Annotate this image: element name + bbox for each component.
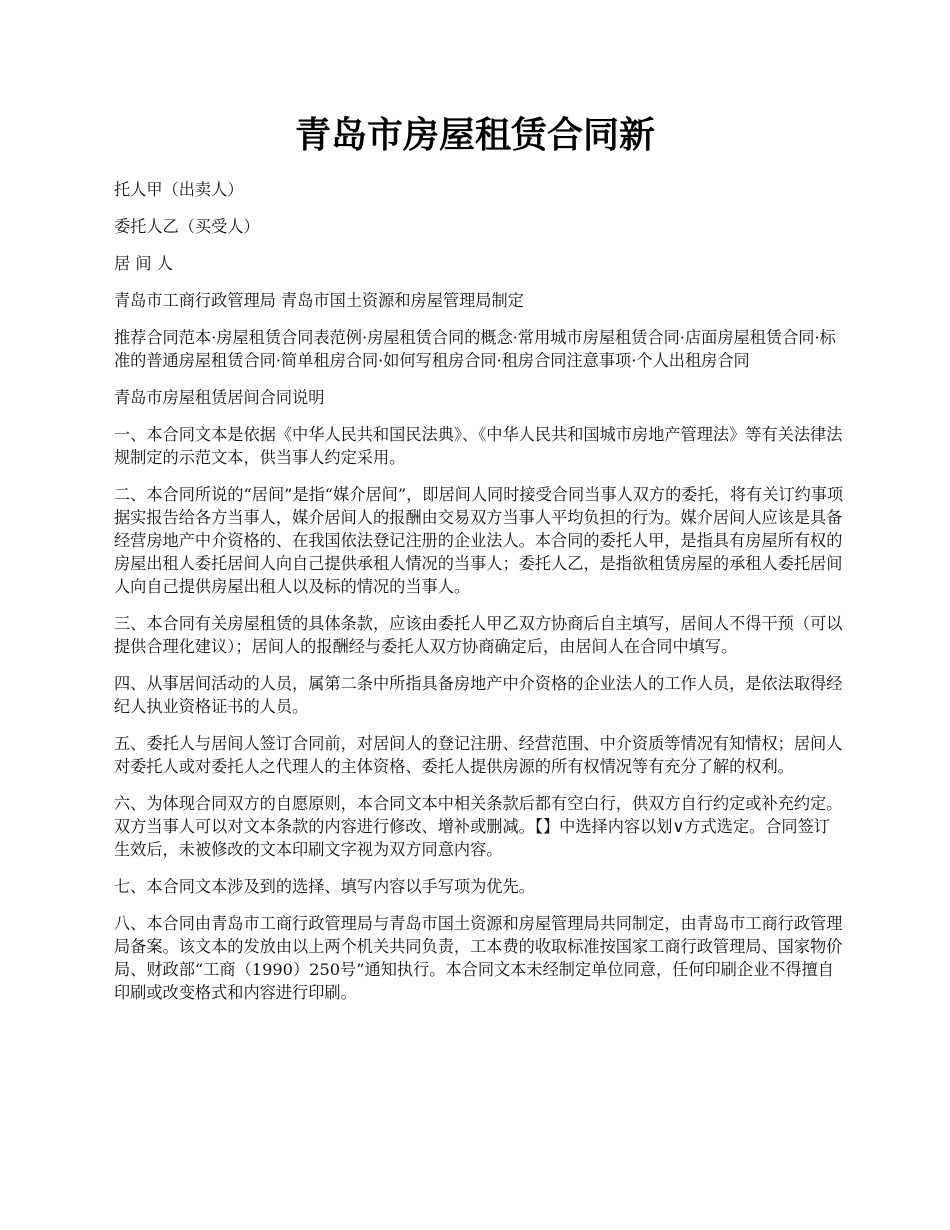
paragraph-clause-5: 五、委托人与居间人签订合同前，对居间人的登记注册、经营范围、中介资质等情况有知情权；居间人对委托人或对委托人之代理人的主体资格、委托人提供房源的所有权情况等有充分了解的权利。 xyxy=(114,734,843,776)
paragraph-clause-4: 四、从事居间活动的人员，属第二条中所指具备房地产中介资格的企业法人的工作人员，是依法取得经纪人执业资格证书的人员。 xyxy=(114,674,843,716)
paragraph-client-b: 委托人乙（买受人） xyxy=(114,217,260,236)
paragraph-section-heading: 青岛市房屋租赁居间合同说明 xyxy=(114,388,325,407)
paragraph-clause-7: 七、本合同文本涉及到的选择、填写内容以手写项为优先。 xyxy=(114,877,535,896)
paragraph-recommended-templates: 推荐合同范本·房屋租赁合同表范例·房屋租赁合同的概念·常用城市房屋租赁合同·店面房屋租赁合同·标准的普通房屋租赁合同·简单租房合同·如何写租房合同·租房合同注意事项·个人出租房合同 xyxy=(114,328,836,370)
paragraph-issuers: 青岛市工商行政管理局 青岛市国土资源和房屋管理局制定 xyxy=(114,291,524,310)
paragraph-clause-3: 三、本合同有关房屋租赁的具体条款，应该由委托人甲乙双方协商后自主填写，居间人不得干预（可以提供合理化建议）；居间人的报酬经与委托人双方协商确定后，由居间人在合同中填写。 xyxy=(114,614,843,656)
paragraph-clause-6: 六、为体现合同双方的自愿原则，本合同文本中相关条款后都有空白行，供双方自行约定或补充约定。双方当事人可以对文本条款的内容进行修改、增补或删减。【】中选择内容以划∨方式选定。合同签订生效后，未被修改的文本印刷文字视为双方同意内容。 xyxy=(114,794,843,859)
paragraph-clause-2: 二、本合同所说的“居间”是指“媒介居间”，即居间人同时接受合同当事人双方的委托，将有关订约事项据实报告给各方当事人，媒介居间人的报酬由交易双方当事人平均负担的行为。媒介居间人应该是具备经营房地产中介资格的、在我国依法登记注册的企业法人。本合同的委托人甲，是指具有房屋所有权的房屋出租人委托居间人向自己提供承租人情况的当事人；委托人乙，是指欲租赁房屋的承租人委托居间人向自己提供房屋出租人以及标的情况的当事人。 xyxy=(114,485,844,596)
paragraph-client-a: 托人甲（出卖人） xyxy=(114,180,244,199)
paragraph-clause-8: 八、本合同由青岛市工商行政管理局与青岛市国土资源和房屋管理局共同制定，由青岛市工商行政管理局备案。该文本的发放由以上两个机关共同负责，工本费的收取标准按国家工商行政管理局、国家物价局、财政部“工商（1990）250号”通知执行。本合同文本未经制定单位同意，任何印刷企业不得擅自印刷或改变格式和内容进行印刷。 xyxy=(114,914,843,1002)
document-body xyxy=(114,178,844,1018)
document-title: 青岛市房屋租赁合同新 xyxy=(294,115,655,156)
paragraph-clause-1: 一、本合同文本是依据《中华人民共和国民法典》、《中华人民共和国城市房地产管理法》等有关法律法规制定的示范文本，供当事人约定采用。 xyxy=(114,425,843,467)
paragraph-intermediary: 居 间 人 xyxy=(114,254,173,273)
